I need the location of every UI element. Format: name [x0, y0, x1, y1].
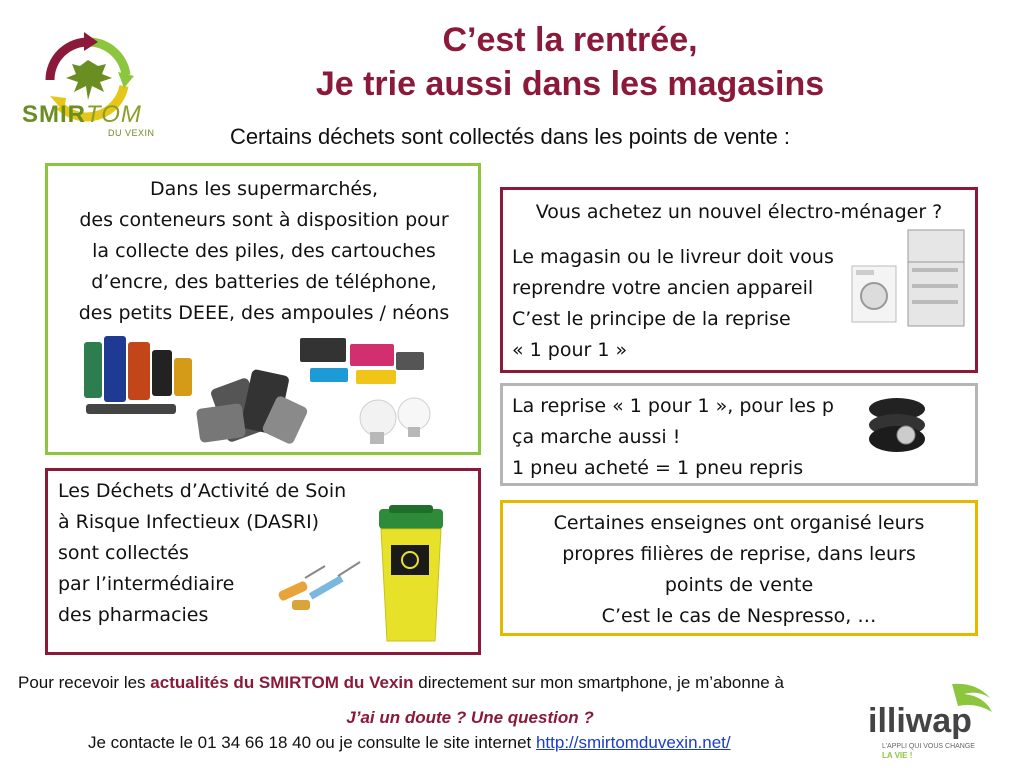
text-line: des conteneurs sont à disposition pour: [79, 209, 449, 231]
batteries-icon: [84, 336, 192, 414]
text-line: d’encre, des batteries de téléphone,: [91, 271, 437, 293]
text-line: Certaines enseignes ont organisé leurs: [553, 512, 925, 534]
appliance-heading: Vous achetez un nouvel électro-ménager ?: [535, 201, 943, 223]
footer-subscribe-text: [18, 673, 978, 693]
brands-text: [505, 508, 973, 632]
text-line: propres filières de reprise, dans leurs: [562, 543, 916, 565]
text-line: 1 pneu acheté = 1 pneu repris: [512, 457, 804, 479]
appliances-illustration: [850, 228, 970, 328]
brand-italic: TOM: [86, 101, 142, 128]
phones-icon: [196, 369, 309, 446]
text-line: des petits DEEE, des ampoules / néons: [78, 302, 450, 324]
text-line: Dans les supermarchés,: [150, 178, 378, 200]
washing-machine-icon: [852, 266, 896, 322]
tyres-text: [512, 391, 862, 484]
footer-question: J’ai un doute ? Une question ?: [346, 708, 594, 727]
appliance-text: [512, 242, 862, 366]
brand-main: SMIR: [22, 101, 86, 128]
text-line: Les Déchets d’Activité de Soin: [58, 480, 347, 502]
contact-text: Je contacte le 01 34 66 18 40 ou je consulte le site internet: [88, 733, 536, 752]
text-line: la collecte des piles, des cartouches: [92, 240, 436, 262]
syringes-icon: [270, 556, 365, 614]
light-bulbs-icon: [360, 398, 430, 444]
footer-pre: Pour recevoir les: [18, 673, 151, 692]
text-line: ça marche aussi !: [512, 426, 681, 448]
illiwap-tagline: L’APPLI QUI VOUS CHANGE: [882, 743, 975, 750]
footer-post: directement sur mon smartphone, je m’abonne à: [413, 673, 784, 692]
dasri-container-icon: [375, 505, 447, 645]
footer-contact: [88, 733, 908, 753]
waste-items-illustration: [78, 330, 478, 448]
supermarket-text: [58, 174, 470, 329]
ink-cartridges-icon: [300, 338, 424, 384]
illiwap-tagline-2: LA VIE !: [882, 751, 913, 760]
smirtom-brand: [22, 101, 162, 129]
brand-subtitle: DU VEXIN: [108, 128, 155, 138]
text-line: « 1 pour 1 »: [512, 339, 628, 361]
illiwap-wordmark: illiwap: [868, 702, 972, 740]
website-link[interactable]: http://smirtomduvexin.net/: [535, 733, 731, 752]
text-line: Le magasin ou le livreur doit vous: [512, 246, 834, 268]
text-line: à Risque Infectieux (DASRI): [58, 511, 320, 533]
page-subtitle: Certains déchets sont collectés dans les points de vente :: [229, 124, 791, 149]
footer-highlight: actualités du SMIRTOM du Vexin: [150, 673, 414, 692]
fridge-icon: [908, 230, 964, 326]
text-line: par l’intermédiaire: [58, 573, 235, 595]
text-line: des pharmacies: [58, 604, 209, 626]
text-line: C’est le principe de la reprise: [512, 308, 791, 330]
text-line: sont collectés: [58, 542, 189, 564]
tyres-icon: [866, 395, 928, 455]
illiwap-logo[interactable]: [866, 680, 996, 764]
text-line: reprendre votre ancien appareil: [512, 277, 814, 299]
text-line: C’est le cas de Nespresso, …: [601, 605, 877, 627]
page-title-line1: C’est la rentrée,: [442, 21, 698, 59]
text-line: points de vente: [664, 574, 814, 596]
text-line: La reprise « 1 pour 1 », pour les p: [512, 395, 834, 417]
page-title-line2: Je trie aussi dans les magasins: [315, 65, 825, 103]
